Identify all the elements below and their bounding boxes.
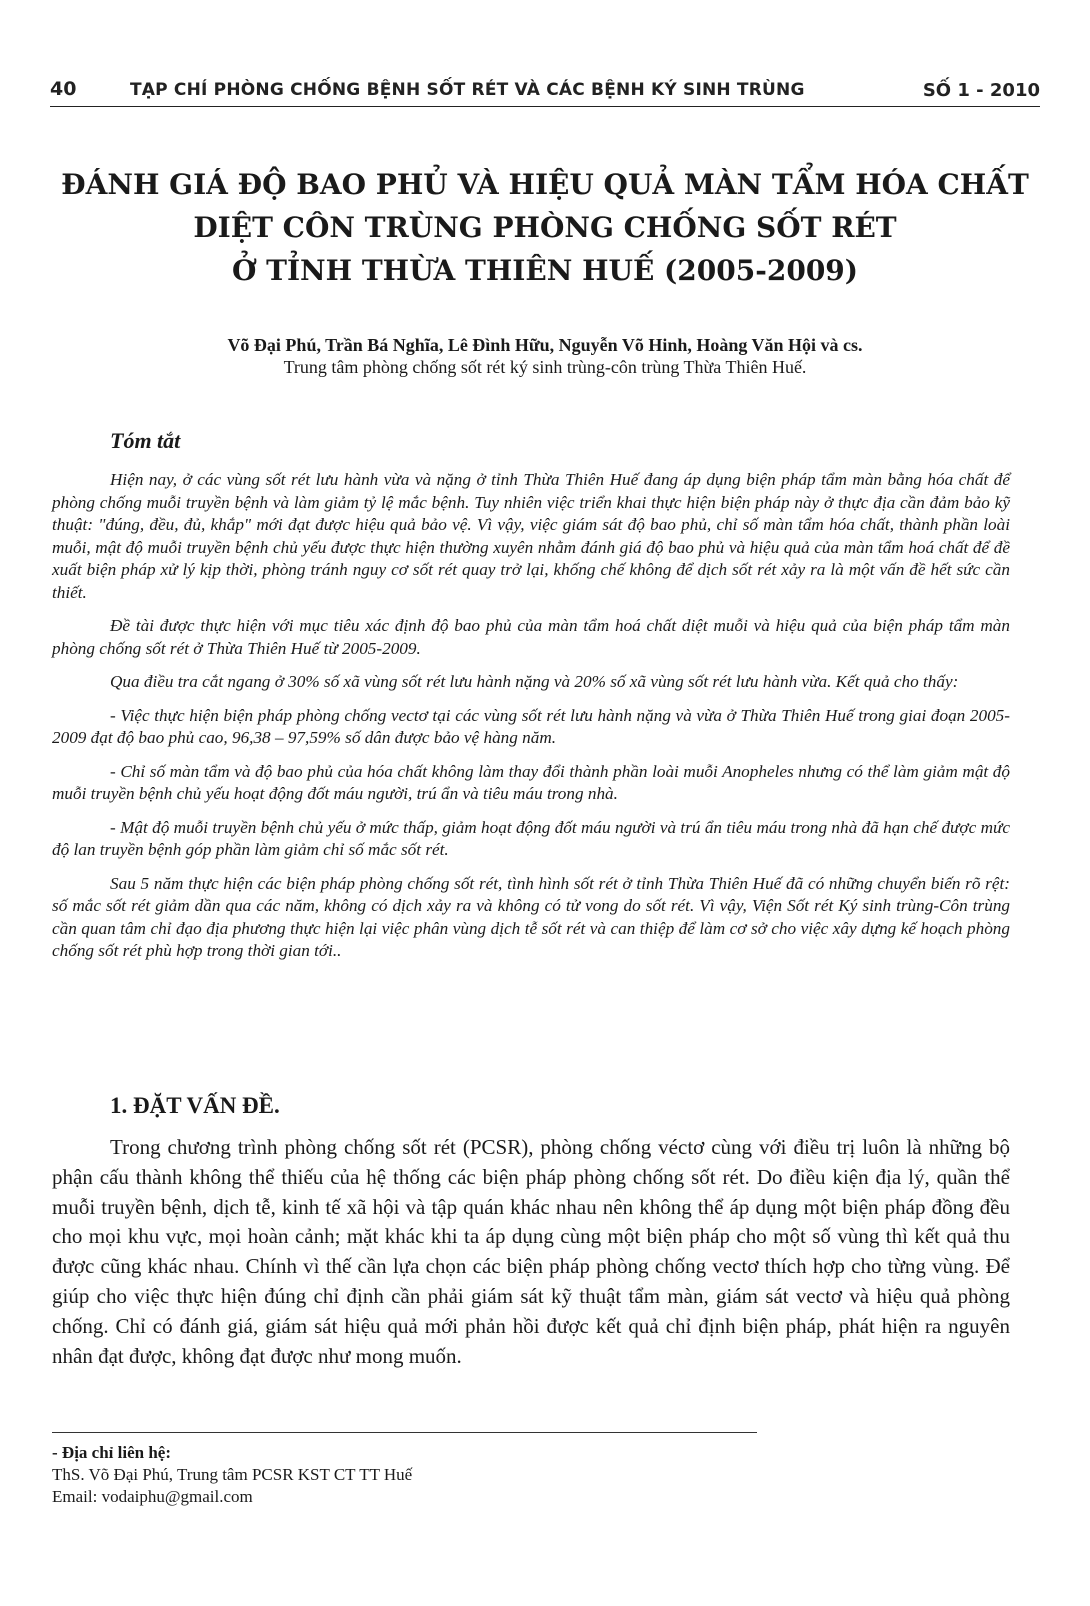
affiliation: Trung tâm phòng chống sốt rét ký sinh trùng-côn trùng Thừa Thiên Huế. [283, 357, 807, 377]
title-line-2: DIỆT CÔN TRÙNG PHÒNG CHỐNG SỐT RÉT [193, 211, 897, 244]
footnote-heading: - Địa chỉ liên hệ: [52, 1443, 171, 1462]
footnote [52, 1442, 412, 1508]
footnote-email: Email: vodaiphu@gmail.com [52, 1487, 253, 1506]
article-title [60, 163, 1030, 292]
abstract-paragraph: Hiện nay, ở các vùng sốt rét lưu hành vừa và nặng ở tỉnh Thừa Thiên Huế đang áp dụng biện pháp tẩm màn bằng hóa chất để phòng chống muỗi truyền bệnh và làm giảm tỷ lệ mắc bệnh. Tuy nhiên việc triển khai thực hiện biện pháp này ở thực địa cần đảm bảo kỹ thuật: "đúng, đều, đủ, khắp" mới đạt được hiệu quả bảo vệ. Vì vậy, việc giám sát độ bao phủ, chỉ số màn tẩm hóa chất, thành phần loài muỗi, mật độ muỗi truyền bệnh chủ yếu được thực hiện thường xuyên nhằm đánh giá độ bao phủ và hiệu quả của màn tẩm hoá chất để đề xuất biện pháp xử lý kịp thời, phòng tránh nguy cơ sốt rét quay trở lại, khống chế không để dịch sốt rét xảy ra là một vấn đề hết sức cần thiết. [52, 470, 1010, 602]
footnote-contact: ThS. Võ Đại Phú, Trung tâm PCSR KST CT TT Huế [52, 1465, 413, 1484]
abstract-heading: Tóm tắt [110, 428, 181, 453]
abstract-paragraph: Sau 5 năm thực hiện các biện pháp phòng chống sốt rét, tình hình sốt rét ở tỉnh Thừa Thiên Huế đã có những chuyển biến rõ rệt: số mắc sốt rét giảm dần qua các năm, không có dịch xảy ra và không có tử vong do sốt rét. Vì vậy, Viện Sốt rét Ký sinh trùng-Côn trùng cần quan tâm chỉ đạo địa phương thực hiện lại việc phân vùng dịch tễ sốt rét và can thiệp để làm cơ sở cho việc xây dựng kế hoạch phòng chống sốt rét phù hợp trong thời gian tới.. [52, 873, 1010, 960]
page-number: 40 [50, 78, 77, 100]
abstract-paragraph: - Chỉ số màn tẩm và độ bao phủ của hóa chất không làm thay đổi thành phần loài muỗi Anopheles nhưng có thể làm giảm mật độ muỗi truyền bệnh chủ yếu hoạt động đốt máu người, trú ẩn và tiêu máu trong nhà. [52, 761, 1010, 803]
abstract-body [52, 469, 1010, 974]
footnote-divider [52, 1432, 757, 1433]
abstract-paragraph: Đề tài được thực hiện với mục tiêu xác định độ bao phủ của màn tẩm hoá chất diệt muỗi và hiệu quả của biện pháp tẩm màn phòng chống sốt rét ở Thừa Thiên Huế từ 2005-2009. [52, 616, 1010, 658]
section-body [52, 1133, 1010, 1371]
abstract-paragraph: Qua điều tra cắt ngang ở 30% số xã vùng sốt rét lưu hành nặng và 20% số xã vùng sốt rét lưu hành vừa. Kết quả cho thấy: [110, 672, 959, 691]
abstract-paragraph: - Mật độ muỗi truyền bệnh chủ yếu ở mức thấp, giảm hoạt động đốt máu người và trú ẩn tiêu máu trong nhà đã hạn chế được mức độ lan truyền bệnh góp phần làm giảm chỉ số mắc sốt rét. [52, 817, 1010, 859]
running-header [50, 76, 1040, 107]
issue-number: SỐ 1 - 2010 [922, 80, 1040, 101]
section-heading: 1. ĐẶT VẤN ĐỀ. [110, 1093, 280, 1118]
author-list: Võ Đại Phú, Trần Bá Nghĩa, Lê Đình Hữu, Nguyễn Võ Hinh, Hoàng Văn Hội và cs. [227, 335, 863, 355]
title-line-3: Ở TỈNH THỪA THIÊN HUẾ (2005-2009) [231, 254, 859, 287]
body-paragraph: Trong chương trình phòng chống sốt rét (PCSR), phòng chống véctơ cùng với điều trị luôn là những bộ phận cấu thành không thể thiếu của hệ thống các biện pháp phòng chống sốt rét. Do điều kiện địa lý, quần thể muỗi truyền bệnh, dịch tễ, kinh tế xã hội và tập quán khác nhau nên không thể áp dụng một biện pháp đồng đều cho mọi khu vực, mọi hoàn cảnh; mặt khác khi ta áp dụng cùng một biện pháp cho một số vùng thì kết quả thu được cũng khác nhau. Chính vì thế cần lựa chọn các biện pháp phòng chống vectơ thích hợp cho từng vùng. Để giúp cho việc thực hiện đúng chỉ định cần phải giám sát kỹ thuật tẩm màn, giám sát vectơ và hiệu quả phòng chống. Chỉ có đánh giá, giám sát hiệu quả mới phản hồi được kết quả chỉ định biện pháp, phát hiện ra nguyên nhân đạt được, không đạt được như mong muốn. [52, 1135, 1010, 1368]
journal-title: TẠP CHÍ PHÒNG CHỐNG BỆNH SỐT RÉT VÀ CÁC BỆNH KÝ SINH TRÙNG [130, 80, 805, 100]
title-line-1: ĐÁNH GIÁ ĐỘ BAO PHỦ VÀ HIỆU QUẢ MÀN TẨM HÓA CHẤT [61, 168, 1029, 201]
abstract-paragraph: - Việc thực hiện biện pháp phòng chống vectơ tại các vùng sốt rét lưu hành nặng và vừa ở Thừa Thiên Huế trong giai đoạn 2005-2009 đạt độ bao phủ cao, 96,38 – 97,59% số dân được bảo vệ hàng năm. [52, 705, 1010, 747]
